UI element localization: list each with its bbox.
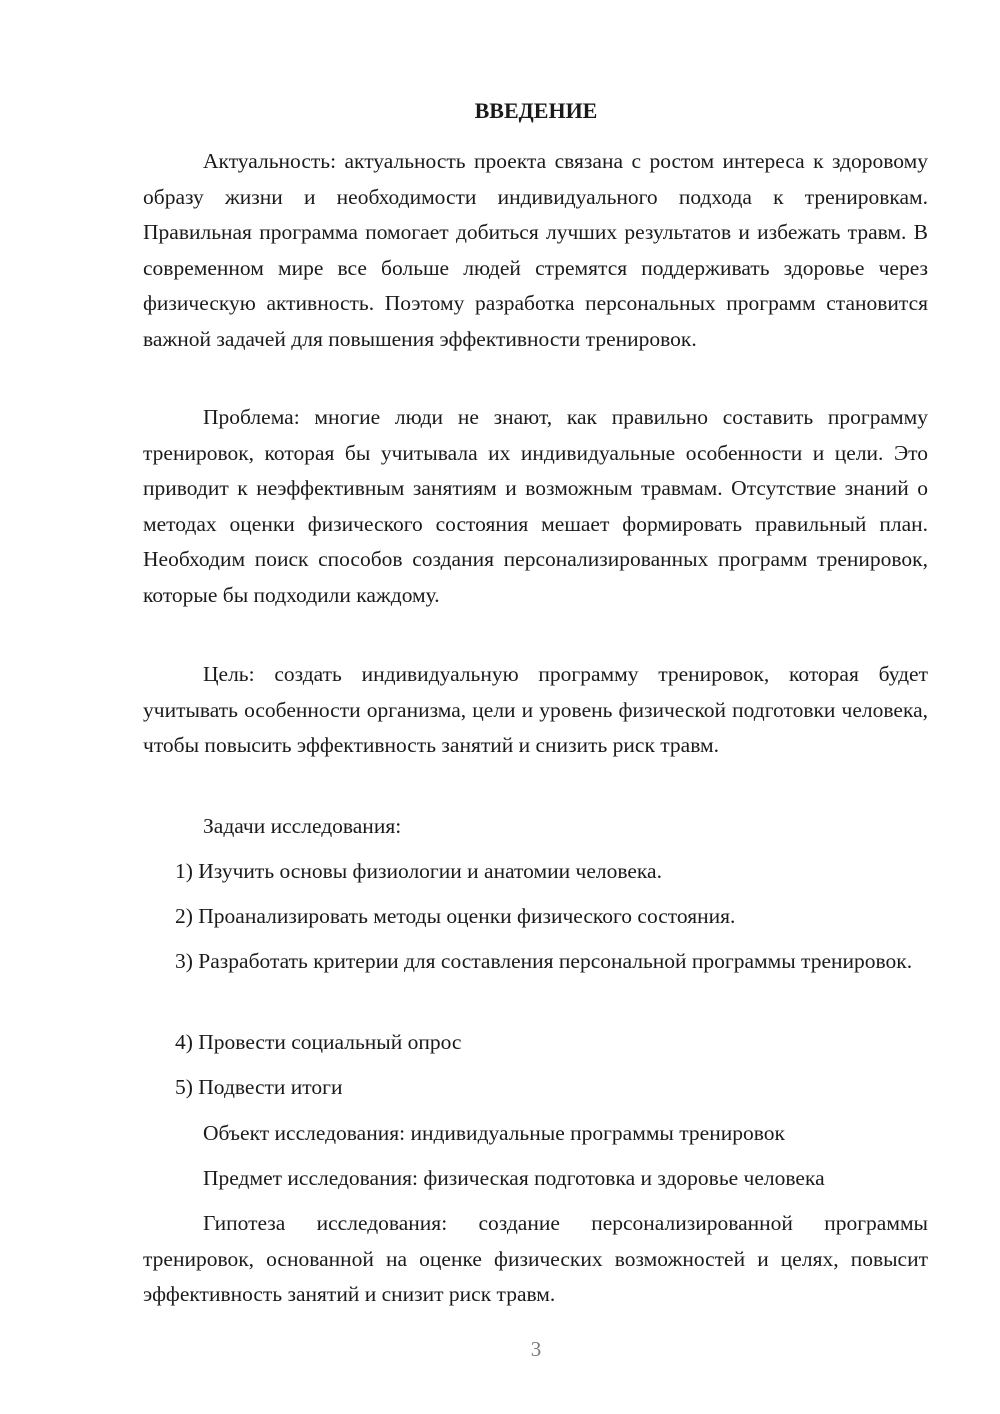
- paragraph-goal: Цель: создать индивидуальную программу тренировок, которая будет учитывать особенности организма, цели и уровень физической подготовки человека, чтобы повысить эффективность занятий и снизить риск травм.: [143, 662, 928, 757]
- paragraph-relevance: Актуальность: актуальность проекта связана с ростом интереса к здоровому образу жизни и необходимости индивидуального подхода к тренировкам. Правильная программа помогает добиться лучших результатов и избежать травм. В современном мире все больше людей стремятся поддерживать здоровье через физическую активность. Поэтому разработка персональных программ становится важной задачей для повышения эффективности тренировок.: [143, 149, 928, 351]
- paragraph-subject: Предмет исследования: физическая подготовка и здоровье человека: [203, 1166, 825, 1190]
- page-number: 3: [530, 1337, 542, 1361]
- task-item-3: 3) Разработать критерии для составления персональной программы тренировок.: [175, 949, 913, 973]
- task-item-2: 2) Проанализировать методы оценки физического состояния.: [175, 904, 736, 928]
- page-title: ВВЕДЕНИЕ: [474, 98, 598, 123]
- task-item-1: 1) Изучить основы физиологии и анатомии человека.: [175, 859, 662, 883]
- tasks-heading: Задачи исследования:: [203, 814, 402, 838]
- task-item-5: 5) Подвести итоги: [175, 1075, 343, 1099]
- task-item-4: 4) Провести социальный опрос: [175, 1030, 462, 1054]
- paragraph-hypothesis: Гипотеза исследования: создание персонализированной программы тренировок, основанной на оценке физических возможностей и целях, повысит эффективность занятий и снизит риск травм.: [143, 1211, 928, 1306]
- paragraph-object: Объект исследования: индивидуальные программы тренировок: [203, 1121, 785, 1145]
- paragraph-problem: Проблема: многие люди не знают, как правильно составить программу тренировок, которая бы учитывала их индивидуальные особенности и цели. Это приводит к неэффективным занятиям и возможным травмам. Отсутствие знаний о методах оценки физического состояния мешает формировать правильный план. Необходим поиск способов создания персонализированных программ тренировок, которые бы подходили каждому.: [143, 405, 928, 607]
